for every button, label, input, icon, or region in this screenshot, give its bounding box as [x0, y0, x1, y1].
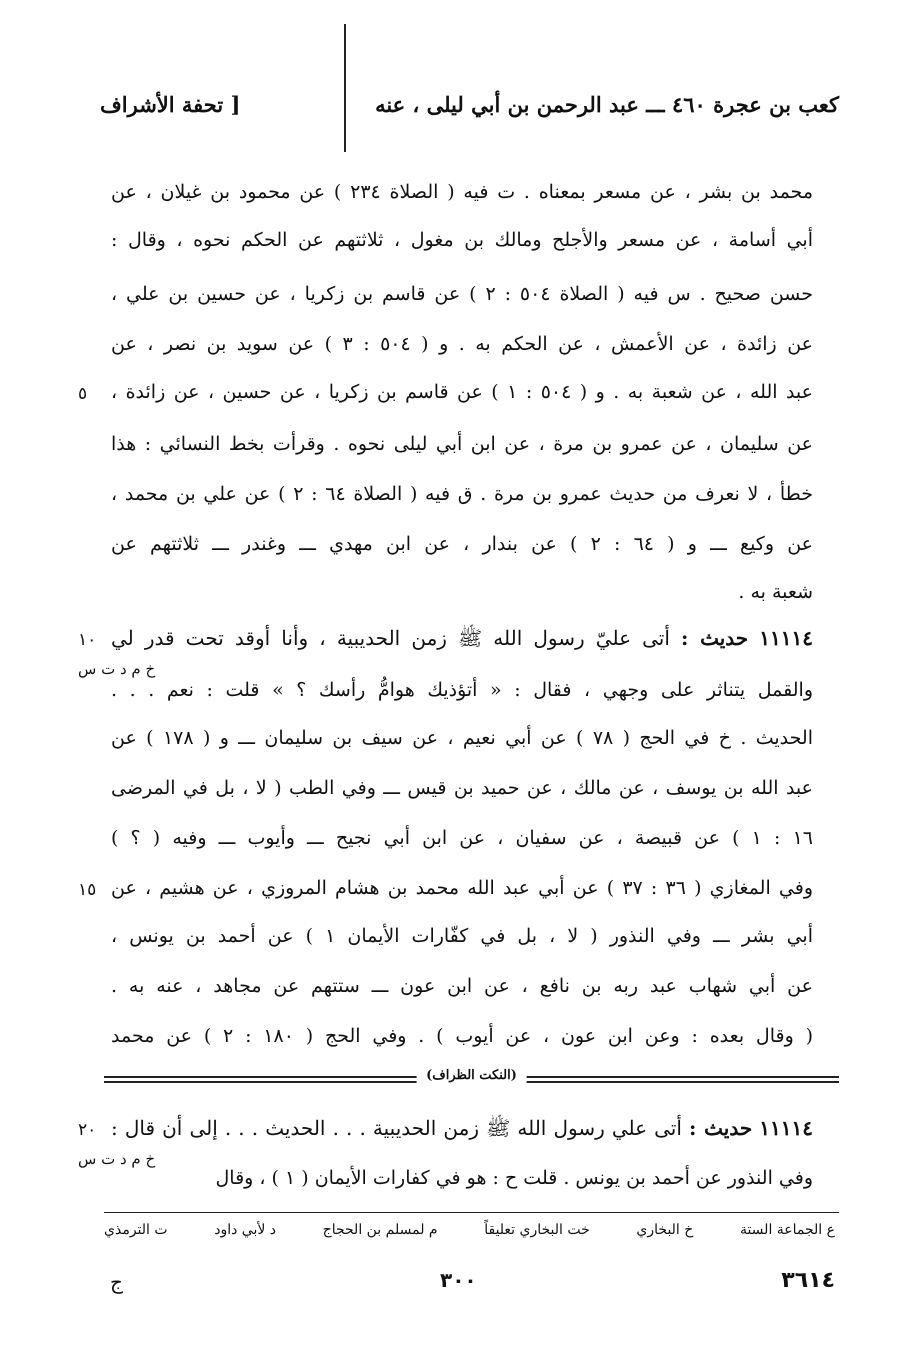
body-line: حسن صحيح . س فيه ( الصلاة ٥٠٤ : ٢ ) عن قاسم بن زكريا ، عن حسين بن علي ، — [111, 283, 813, 305]
margin-line-number: ١٠ — [78, 630, 97, 650]
note-hadith-number: ١١١١٤ — [759, 1116, 813, 1140]
note-hadith-label: حديث : — [689, 1116, 753, 1140]
body-line: خطأ ، لا نعرف من حديث عمرو بن مرة . ق فيه ( الصلاة ٦٤ : ٢ ) عن علي بن محمد ، — [111, 483, 813, 505]
margin-line-number: ٥ — [78, 384, 88, 404]
body-line: محمد بن بشر ، عن مسعر بمعناه . ت فيه ( الصلاة ٢٣٤ ) عن محمود بن غيلان ، عن — [111, 181, 813, 203]
sigla-legend — [104, 1222, 835, 1238]
margin-line-number: ٢٠ — [78, 1120, 97, 1140]
signature-mark: ج — [110, 1270, 123, 1294]
hadith-text: أتى عليّ رسول الله ﷺ زمن الحديبية ، وأنا أوقد تحت قدر لي — [111, 626, 670, 650]
running-title: كعب بن عجرة ٤٦٠ ـــ عبد الرحمن بن أبي ليلى ، عنه — [375, 92, 839, 117]
note-text: أتى علي رسول الله ﷺ زمن الحديبية . . . الحديث . . . إلى أن قال : — [111, 1116, 682, 1140]
serial-number: ٣٦١٤ — [781, 1268, 835, 1293]
note-line: وفي النذور عن أحمد بن يونس . قلت ح : هو في كفارات الأيمان ( ١ ) ، وقال — [215, 1167, 813, 1189]
legend-item: خ البخاري — [636, 1222, 694, 1238]
note-heading-line — [111, 1114, 813, 1142]
margin-sigla: خ م د ت س — [78, 660, 156, 678]
body-line: عن زائدة ، عن الأعمش ، عن الحكم به . و ( ٥٠٤ : ٣ ) عن سويد بن نصر ، عن — [111, 333, 813, 355]
legend-item: د لأبي داود — [214, 1222, 277, 1238]
notes-section-label: ( النكت الظراف ) — [416, 1068, 527, 1083]
header-divider — [344, 24, 346, 152]
margin-line-number: ١٥ — [78, 880, 97, 900]
body-line: شعبة به . — [738, 581, 813, 603]
hadith-line: أبي بشر ـــ وفي النذور ( لا ، بل في كفّارات الأيمان ١ ) عن أحمد بن يونس ، — [111, 925, 813, 947]
hadith-line: وفي المغازي ( ٣٦ : ٣٧ ) عن أبي عبد الله محمد بن هشام المروزي ، عن هشيم ، عن — [111, 877, 813, 899]
page-number: ٣٠٠ — [440, 1268, 477, 1292]
hadith-label: حديث : — [681, 626, 749, 650]
hadith-line: والقمل يتناثر على وجهي ، فقال : « أتؤذيك هوامُّ رأسك ؟ » قلت : نعم . . . — [111, 679, 813, 701]
margin-sigla: خ م د ت س — [78, 1150, 156, 1168]
footer-rule — [104, 1212, 839, 1213]
hadith-line: ١٦ : ١ ) عن قبيصة ، عن سفيان ، عن ابن أبي نجيح ـــ وأيوب ـــ وفيه ( ؟ ) — [111, 827, 813, 849]
legend-item: خت البخاري تعليقاً — [484, 1222, 590, 1238]
hadith-line: عن أبي شهاب عبد ربه بن نافع ، عن ابن عون ـــ ستتهم عن مجاهد ، عنه به . — [111, 975, 813, 997]
body-line: أبي أسامة ، عن مسعر والأجلح ومالك بن مغول ، ثلاثتهم عن الحكم نحوه ، وقال : — [111, 229, 813, 251]
book-title: [ تحفة الأشراف — [100, 92, 241, 117]
hadith-line: عبد الله بن يوسف ، عن مالك ، عن حميد بن قيس ـــ وفي الطب ( لا ، بل في المرضى — [111, 777, 813, 799]
hadith-line: ( وقال بعده : وعن ابن عون ، عن أيوب ) . وفي الحج ( ١٨٠ : ٢ ) عن محمد — [111, 1025, 813, 1047]
legend-item: م لمسلم بن الحجاج — [322, 1222, 438, 1238]
legend-item: ع الجماعة الستة — [739, 1222, 835, 1238]
hadith-line: الحديث . خ في الحج ( ٧٨ ) عن أبي نعيم ، عن سيف بن سليمان ـــ و ( ١٧٨ ) عن — [111, 727, 813, 749]
hadith-heading-line — [111, 624, 813, 652]
body-line: عن سليمان ، عن عمرو بن مرة ، عن ابن أبي ليلى نحوه . وقرأت بخط النسائي : هذا — [111, 433, 813, 455]
body-line: عبد الله ، عن شعبة به . و ( ٥٠٤ : ١ ) عن قاسم بن زكريا ، عن حسين ، عن زائدة ، — [111, 381, 813, 403]
legend-item: ت الترمذي — [104, 1222, 168, 1238]
notes-divider — [104, 1068, 839, 1092]
body-line: عن وكيع ـــ و ( ٦٤ : ٢ ) عن بندار ، عن ابن مهدي ـــ وغندر ـــ ثلاثتهم عن — [111, 533, 813, 555]
hadith-number: ١١١١٤ — [759, 626, 813, 650]
